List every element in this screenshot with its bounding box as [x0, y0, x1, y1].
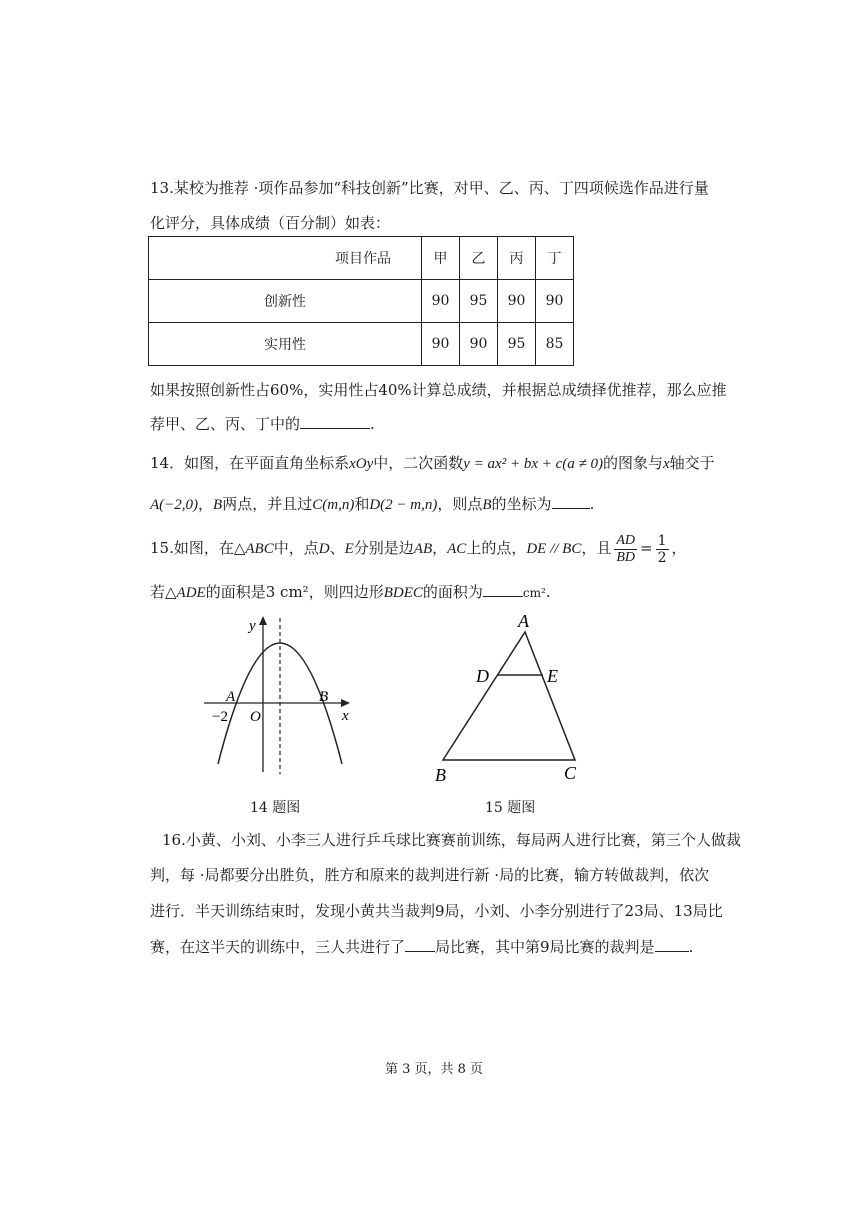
triangle-abc-shape: [443, 632, 575, 760]
side-ac: AC: [447, 541, 467, 557]
table-cell: 90: [536, 280, 574, 323]
table-col-header: 丁: [536, 237, 574, 280]
q14-text: 和: [354, 495, 370, 513]
q15-line-end: .: [545, 583, 551, 601]
q16-line-4: [150, 936, 693, 957]
q15-text: 的面积为: [422, 583, 483, 601]
q16-line-1: 16.小黄、小刘、小李三人进行乒乓球比赛赛前训练，每局两人进行比赛，第三个人做裁: [162, 831, 741, 849]
q15-text: ，则四边形: [308, 583, 384, 601]
fraction-one-half: [656, 533, 669, 566]
q15-text: 上的点，: [466, 539, 527, 557]
point-e: E: [344, 541, 354, 557]
q14-text: ，: [198, 495, 214, 513]
score-table: [148, 236, 574, 366]
q15-text: 分别是边: [353, 539, 414, 557]
q14-text: 的图象与: [602, 454, 663, 472]
q15-text: 、: [329, 539, 345, 557]
point-d-label: D: [476, 666, 489, 686]
q13-line-3: 如果按照创新性占60%，实用性占40%计算总成绩，并根据总成绩择优推荐，那么应推: [150, 381, 727, 399]
x-variable: x: [663, 456, 670, 472]
vertex-c-label: C: [564, 763, 577, 783]
table-cell: 90: [422, 323, 460, 366]
answer-blank[interactable]: [655, 937, 689, 952]
q16-line-3: 进行．半天训练结束时，发现小黄共当裁判9局，小刘、小李分别进行了23局、13局比: [150, 902, 723, 920]
point-d: D: [318, 541, 330, 557]
table-col-header: 乙: [460, 237, 498, 280]
figure-14-parabola: [200, 612, 360, 782]
point-a: A(−2,0): [150, 497, 199, 513]
table-col-header: 甲: [422, 237, 460, 280]
q15-text: ，且: [581, 539, 612, 557]
table-corner-label: 项目作品: [335, 251, 391, 267]
fraction-ad-bd: [614, 533, 637, 566]
equals-sign: =: [640, 539, 653, 557]
q15-text: ，: [432, 539, 448, 557]
q13-line-4-text: 荐甲、乙、丙、丁中的: [150, 415, 301, 433]
q15-line-2: [150, 581, 551, 602]
q15-text: 的面积是: [205, 583, 266, 601]
fraction-numerator: AD: [616, 532, 636, 548]
table-col-header: 丙: [498, 237, 536, 280]
fraction-denominator: BD: [616, 549, 636, 565]
q13-line-4-end: .: [370, 415, 375, 433]
q14-text: 的坐标为: [491, 495, 552, 513]
q13-line-4: [150, 413, 375, 434]
vertex-a-label: A: [518, 611, 529, 631]
table-cell: 85: [536, 323, 574, 366]
q14-text: 中，二次函数: [373, 454, 464, 472]
table-cell: 90: [460, 323, 498, 366]
q16-text: 赛，在这半天的训练中，三人共进行了: [150, 938, 406, 956]
coordinate-system-label: xOy: [349, 456, 374, 472]
unit-label: cm²: [522, 586, 546, 600]
point-b: B: [482, 497, 492, 513]
q15-line-1: [150, 528, 687, 568]
q15-text: 15.如图，在: [150, 539, 234, 557]
figure-15-triangle: [425, 610, 595, 790]
fraction-denominator: 2: [657, 549, 667, 566]
fraction-numerator: 1: [657, 532, 667, 549]
point-a-label: A: [226, 689, 236, 705]
q14-line-2: [150, 493, 594, 514]
q16-line-2: 判，每 ·局都要分出胜负，胜方和原来的裁判进行新 ·局的比赛，输方转做裁判，依次: [150, 866, 710, 884]
figure-14-caption: 14 题图: [250, 800, 301, 816]
q15-text: ，: [671, 539, 687, 557]
q16-text: 局比赛，其中第9局比赛的裁判是: [435, 938, 655, 956]
q16-line-end: .: [688, 938, 694, 956]
table-cell: 95: [498, 323, 536, 366]
figure-15-caption: 15 题图: [485, 800, 536, 816]
point-c: C(m,n): [312, 497, 355, 513]
quadrilateral-bdec: BDEC: [383, 585, 423, 601]
table-cell: 95: [460, 280, 498, 323]
answer-blank[interactable]: [300, 414, 370, 429]
vertex-b-label: B: [435, 765, 446, 785]
q14-line-end: .: [589, 495, 595, 513]
y-axis-label: y: [249, 618, 256, 634]
page-number: 第 3 页，共 8 页: [384, 1062, 484, 1077]
point-b: B: [213, 497, 223, 513]
neg-two-label: −2: [212, 709, 228, 725]
origin-label: O: [250, 709, 261, 725]
x-axis-label: x: [342, 708, 349, 724]
q14-text: 两点，并且过: [222, 495, 313, 513]
q13-line-1: 13.某校为推荐 ·项作品参加“科技创新”比赛，对甲、乙、丙、丁四项候选作品进行量: [150, 179, 709, 197]
point-d: D(2 − m,n): [369, 497, 438, 513]
q13-line-2: 化评分，具体成绩（百分制）如表：: [150, 214, 391, 232]
table-cell: 90: [498, 280, 536, 323]
q14-text: ，则点: [437, 495, 483, 513]
table-row: [149, 323, 574, 366]
point-b-label: B: [319, 689, 329, 705]
q14-text: 轴交于: [669, 454, 715, 472]
table-row: [149, 280, 574, 323]
table-row-label: 实用性: [149, 323, 422, 366]
table-header-label: [149, 237, 422, 280]
y-axis-arrow-icon: [259, 616, 267, 625]
area-value: 3 cm²: [265, 583, 309, 601]
quadratic-function: y = ax² + bx + c(a ≠ 0): [463, 456, 603, 472]
q14-line-1: [150, 452, 715, 473]
answer-blank[interactable]: [552, 494, 590, 509]
parallel-relation: DE // BC: [526, 541, 582, 557]
table-row-label: 创新性: [149, 280, 422, 323]
side-ab: AB: [413, 541, 433, 557]
q15-text: 中，点: [273, 539, 319, 557]
x-axis-arrow-icon: [341, 699, 350, 707]
answer-blank[interactable]: [405, 937, 435, 952]
table-cell: 90: [422, 280, 460, 323]
triangle-ade: △ADE: [165, 585, 206, 601]
table-header-row: [149, 237, 574, 280]
q15-text: 若: [150, 583, 166, 601]
point-e-label: E: [547, 666, 558, 686]
answer-blank[interactable]: [483, 582, 523, 597]
q14-text: 14．如图，在平面直角坐标系: [150, 454, 350, 472]
triangle-abc: △ABC: [233, 541, 274, 557]
